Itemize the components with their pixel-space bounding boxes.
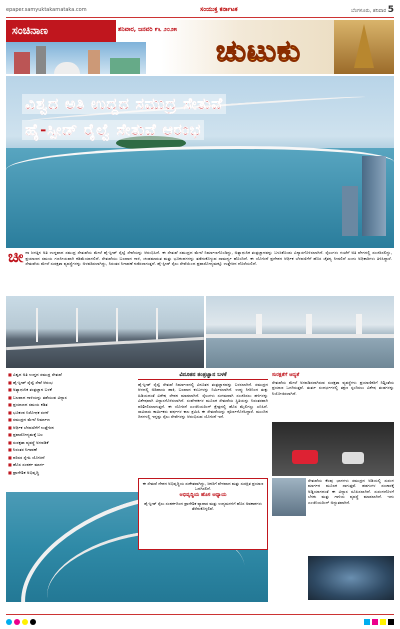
header-right-text: ಬೆಂಗಳೂರು, ಶನಿವಾರ: [351, 8, 387, 14]
photo-car-on-bridge: [272, 422, 394, 476]
lamp-post: [36, 308, 38, 342]
lead-text: ನಾ ಜಗತ್ತಿನ ಅತಿ ಉದ್ದವಾದ ಸಮುದ್ರ ಸೇತುವೆಯ ಮೇಲೆ ಹೈ-ಸ್ಪೀಡ್ ರೈಲ್ವೆ ಸೇವೆಯನ್ನು ಆರಂಭಿಸಿದೆ. ಈ ಸೇತುವೆ ಸಮುದ್ರದ ಮೇಲೆ ನಿರ್ಮಾಣಗೊಂಡಿದ್ದು, ಅತ್ಯಾಧುನಿಕ ತಂತ್ರಜ್ಞಾನವನ್ನು ಬಳಸಿಕೊಂಡು ವಿನ್ಯಾಸಗೊಳಿಸಲಾಗಿದೆ. ರೈಲುಗಳು ಗಂಟೆಗೆ ಅತಿ ವೇಗದಲ್ಲಿ ಸಂಚರಿಸಲಿದ್ದು, ಪ್ರಯಾಣದ ಸಮಯ ಗಣನೀಯವಾಗಿ ಕಡಿಮೆಯಾಗಲಿದೆ. ಸೇತುವೆಯು ಬಲವಾದ ಗಾಳಿ, ಚಂಡಮಾರುತ ಮತ್ತು ಭೂಕಂಪಗಳನ್ನು ತಡೆದುಕೊಳ್ಳುವ ಸಾಮರ್ಥ್ಯ ಹೊಂದಿದೆ. ಈ ಯೋಜನೆ ಪ್ರದೇಶದ ಆರ್ಥಿಕ ಬೆಳವಣಿಗೆಗೆ ಹೊಸ ಚೈತನ್ಯ ನೀಡಲಿದೆ ಎಂದು ಅಧಿಕಾರಿಗಳು ತಿಳಿಸಿದ್ದಾರೆ. ಸೇತುವೆಯ ಮೇಲೆ ಸುರಕ್ಷತಾ ವ್ಯವಸ್ಥೆಗಳನ್ನು ಅಳವಡಿಸಲಾಗಿದ್ದು, ನಿರಂತರ ನಿಗಾವಣೆ ನಡೆಸಲಾಗುತ್ತದೆ. ಹೈ-ಸ್ಪೀಡ್ ರೈಲು ಸೇವೆಯಿಂದ ಪ್ರವಾಸೋದ್ಯಮಕ್ಕೂ ಉತ್ತೇಜನ ದೊರೆಯಲಿದೆ.: [25, 250, 392, 266]
right-article-body-2: ಸೇತುವೆಯ ಕೆಲವು ಭಾಗಗಳು ಸಮುದ್ರದ ಅಡಿಯಲ್ಲಿ ಸುರಂಗ ಮಾರ್ಗದ ಮೂಲಕ ಸಾಗುತ್ತವೆ. ಹಡಗುಗಳ ಸಂಚಾರಕ್ಕೆ ಅಡ್ಡಿಯಾಗದಂತೆ ಈ ವಿನ್ಯಾಸ ರೂಪಿಸಲಾಗಿದೆ. ಸುರಂಗದೊಳಗೆ ಬೆಳಕು ಮತ್ತು ಗಾಳಿಯ ವ್ಯವಸ್ಥೆ ಮಾಡಲಾಗಿದೆ. ಇದು ಎಂಜಿನಿಯರಿಂಗ್ ಅದ್ಭುತವಾಗಿದೆ.: [308, 478, 394, 505]
list-item: ■ ಹೊಸ ಸಂಪರ್ಕ ಮಾರ್ಗ: [8, 462, 136, 468]
list-item: ■ ಅತ್ಯಾಧುನಿಕ ತಂತ್ರಜ್ಞಾನ ಬಳಕೆ: [8, 387, 136, 393]
middle-article-title: ವಿನೂತನ ತಂತ್ರಜ್ಞಾನ ಬಳಕೆ: [138, 372, 268, 380]
registration-dot: [22, 619, 28, 625]
page-number: 5: [387, 5, 394, 15]
quote-text-top: ಈ ಸೇತುವೆ ದೇಶದ ಅಭಿವೃದ್ಧಿಯ ಸಂಕೇತವಾಗಿದ್ದು, ಜನರಿಗೆ ವೇಗವಾದ ಮತ್ತು ಸುರಕ್ಷಿತ ಪ್ರಯಾಣ ಒದಗಿಸಲಿದೆ.: [142, 481, 264, 492]
lamp-post: [116, 308, 118, 342]
list-item: ■ ಪ್ರವಾಸೋದ್ಯಮಕ್ಕೆ ಬಲ: [8, 432, 136, 438]
header-rule: [6, 17, 394, 18]
bullet-list: [8, 372, 136, 490]
landmark-opera-house: [54, 62, 80, 74]
masthead: [6, 20, 394, 74]
color-swatch: [372, 619, 378, 625]
photo-rail-bridge-deck: [6, 296, 204, 368]
quote-title: ಅಭಿವೃದ್ಧಿಯ ಹೊಸ ಅಧ್ಯಾಯ: [179, 492, 227, 499]
newspaper-logo: [6, 20, 116, 42]
color-swatch: [388, 619, 394, 625]
color-swatch: [364, 619, 370, 625]
quote-text-bottom: ಹೈ-ಸ್ಪೀಡ್ ರೈಲು ಸಂಪರ್ಕದಿಂದ ಪ್ರಾದೇಶಿಕ ವ್ಯಾಪಾರ ಮತ್ತು ಉದ್ಯಮಗಳಿಗೆ ಹೊಸ ಅವಕಾಶಗಳು ತೆರೆದುಕೊಳ್ಳಲಿವೆ.: [144, 500, 262, 511]
temple-illustration: [334, 20, 394, 74]
landmark-tower: [36, 46, 46, 74]
building: [342, 186, 358, 236]
section-title: ಚುಟುಕು: [216, 34, 302, 69]
headline-line-2: ಹೈ-ಸ್ಪೀಡ್ ರೈಲ್ವೆ ಸೇತುವೆ ಆರಂಭ: [22, 120, 204, 140]
right-article-title: ಸುರಕ್ಷತೆಗೆ ಆದ್ಯತೆ: [272, 372, 300, 378]
list-item: ■ ಹೈ-ಸ್ಪೀಡ್ ರೈಲ್ವೆ ಸೇವೆ ಆರಂಭ: [8, 380, 136, 386]
list-item: ■ ಭೂಕಂಪ ನಿರೋಧಕ ರಚನೆ: [8, 410, 136, 416]
list-item: ■ ಪ್ರಯಾಣದ ಸಮಯ ಕಡಿತ: [8, 402, 136, 408]
building: [362, 156, 386, 236]
header-left-text: epaper.samyuktakarnataka.com: [6, 7, 87, 13]
landmarks-illustration: [6, 42, 146, 74]
car: [292, 450, 318, 464]
lamp-post: [156, 308, 158, 342]
registration-dot: [14, 619, 20, 625]
page-header: [6, 4, 394, 16]
list-item: ■ ಬಲವಾದ ಗಾಳಿಯನ್ನು ತಡೆಯುವ ವಿನ್ಯಾಸ: [8, 395, 136, 401]
list-item: ■ ಸುರಕ್ಷತಾ ವ್ಯವಸ್ಥೆ ಅಳವಡಿಕೆ: [8, 440, 136, 446]
color-swatch: [380, 619, 386, 625]
dropcap: ಚೀ: [8, 250, 24, 266]
pylon: [306, 314, 312, 336]
registration-dot: [30, 619, 36, 625]
quote-box: [138, 478, 268, 550]
header-right-group: [351, 5, 394, 15]
middle-article-body: ಹೈ-ಸ್ಪೀಡ್ ರೈಲ್ವೆ ಸೇತುವೆ ನಿರ್ಮಾಣದಲ್ಲಿ ವಿನೂತನ ತಂತ್ರಜ್ಞಾನವನ್ನು ಬಳಸಲಾಗಿದೆ. ಸಮುದ್ರದ ಆಳದಲ್ಲಿ ಅಡಿಪಾಯ ಹಾಕಿ, ಬಲವಾದ ಕಂಬಗಳನ್ನು ನಿರ್ಮಿಸಲಾಗಿದೆ. ಉಪ್ಪು ನೀರಿನಿಂದ ತುಕ್ಕು ಹಿಡಿಯದಂತೆ ವಿಶೇಷ ಲೇಪನ ಮಾಡಲಾಗಿದೆ. ರೈಲುಗಳು ಸುಗಮವಾಗಿ ಸಂಚರಿಸಲು ಹಳಿಗಳನ್ನು ವಿಶೇಷವಾಗಿ ವಿನ್ಯಾಸಗೊಳಿಸಲಾಗಿದೆ. ಸಂವೇದಕಗಳ ಮೂಲಕ ಸೇತುವೆಯ ಸ್ಥಿತಿಯನ್ನು ನಿರಂತರವಾಗಿ ಪರಿಶೀಲಿಸಲಾಗುತ್ತದೆ. ಈ ಯೋಜನೆ ಎಂಜಿನಿಯರಿಂಗ್ ಕ್ಷೇತ್ರದಲ್ಲಿ ಹೊಸ ಮೈಲಿಗಲ್ಲು ಎನಿಸಿದೆ. ಸಾವಿರಾರು ಕಾರ್ಮಿಕರು ವರ್ಷಗಳ ಕಾಲ ಶ್ರಮಿಸಿ ಈ ಸೇತುವೆಯನ್ನು ಪೂರ್ಣಗೊಳಿಸಿದ್ದಾರೆ. ಮುಂದಿನ ದಿನಗಳಲ್ಲಿ ಇನ್ನಷ್ಟು ರೈಲು ಸೇವೆಗಳನ್ನು ಆರಂಭಿಸುವ ಯೋಜನೆ ಇದೆ.: [138, 382, 268, 420]
list-item: ■ ವಿಶ್ವದ ಅತಿ ಉದ್ದದ ಸಮುದ್ರ ಸೇತುವೆ: [8, 372, 136, 378]
color-bar: [364, 619, 394, 625]
list-item: ■ ಆರ್ಥಿಕ ಬೆಳವಣಿಗೆಗೆ ಉತ್ತೇಜನ: [8, 425, 136, 431]
footer-rule: [6, 614, 394, 615]
registration-dot: [6, 619, 12, 625]
list-item: ■ ಪರಿಸರ ಸ್ನೇಹಿ ಯೋಜನೆ: [8, 455, 136, 461]
masthead-date: ಶನಿವಾರ, ಜನವರಿ ೯೬ ೨೦೨೫: [118, 26, 177, 33]
pylon: [256, 314, 262, 336]
list-item: ■ ನಿರಂತರ ನಿಗಾವಣೆ: [8, 447, 136, 453]
landmark-building: [110, 58, 140, 74]
headline-line-1: ವಿಶ್ವದ ಅತಿ ಉದ್ದದ ಸಮುದ್ರ ಸೇತುವೆ: [22, 94, 226, 114]
lead-paragraph: [8, 250, 392, 296]
landmark-building: [14, 52, 30, 74]
photo-small: [272, 478, 306, 516]
car: [342, 452, 364, 464]
right-article-body: ಸೇತುವೆಯ ಮೇಲೆ ಅಳವಡಿಸಲಾಗಿರುವ ಸುರಕ್ಷತಾ ವ್ಯವಸ್ಥೆಗಳು ಪ್ರಯಾಣಿಕರಿಗೆ ನಿಶ್ಚಿಂತೆಯ ಪ್ರಯಾಣ ಒದಗಿಸುತ್ತವೆ. ತುರ್ತು ಸಂದರ್ಭಗಳಲ್ಲಿ ತಕ್ಷಣ ಸ್ಪಂದಿಸಲು ವಿಶೇಷ ತಂಡಗಳನ್ನು ನಿಯೋಜಿಸಲಾಗಿದೆ.: [272, 380, 394, 396]
photo-cable-bridge: [206, 296, 394, 368]
header-center-text: ಸಂಯುಕ್ತ ಕರ್ನಾಟಕ: [200, 6, 238, 13]
color-registration-marks: [6, 619, 36, 625]
list-item: ■ ಪ್ರಾದೇಶಿಕ ಅಭಿವೃದ್ಧಿ: [8, 470, 136, 476]
lamp-post: [76, 308, 78, 342]
photo-tunnel: [308, 556, 394, 600]
bridge-span: [206, 334, 394, 338]
landmark-building: [88, 50, 100, 74]
pylon: [356, 314, 362, 336]
list-item: ■ ಸಮುದ್ರದ ಮೇಲೆ ನಿರ್ಮಾಣ: [8, 417, 136, 423]
logo-text: ಸಂಚಿನಾಣ: [12, 24, 48, 37]
